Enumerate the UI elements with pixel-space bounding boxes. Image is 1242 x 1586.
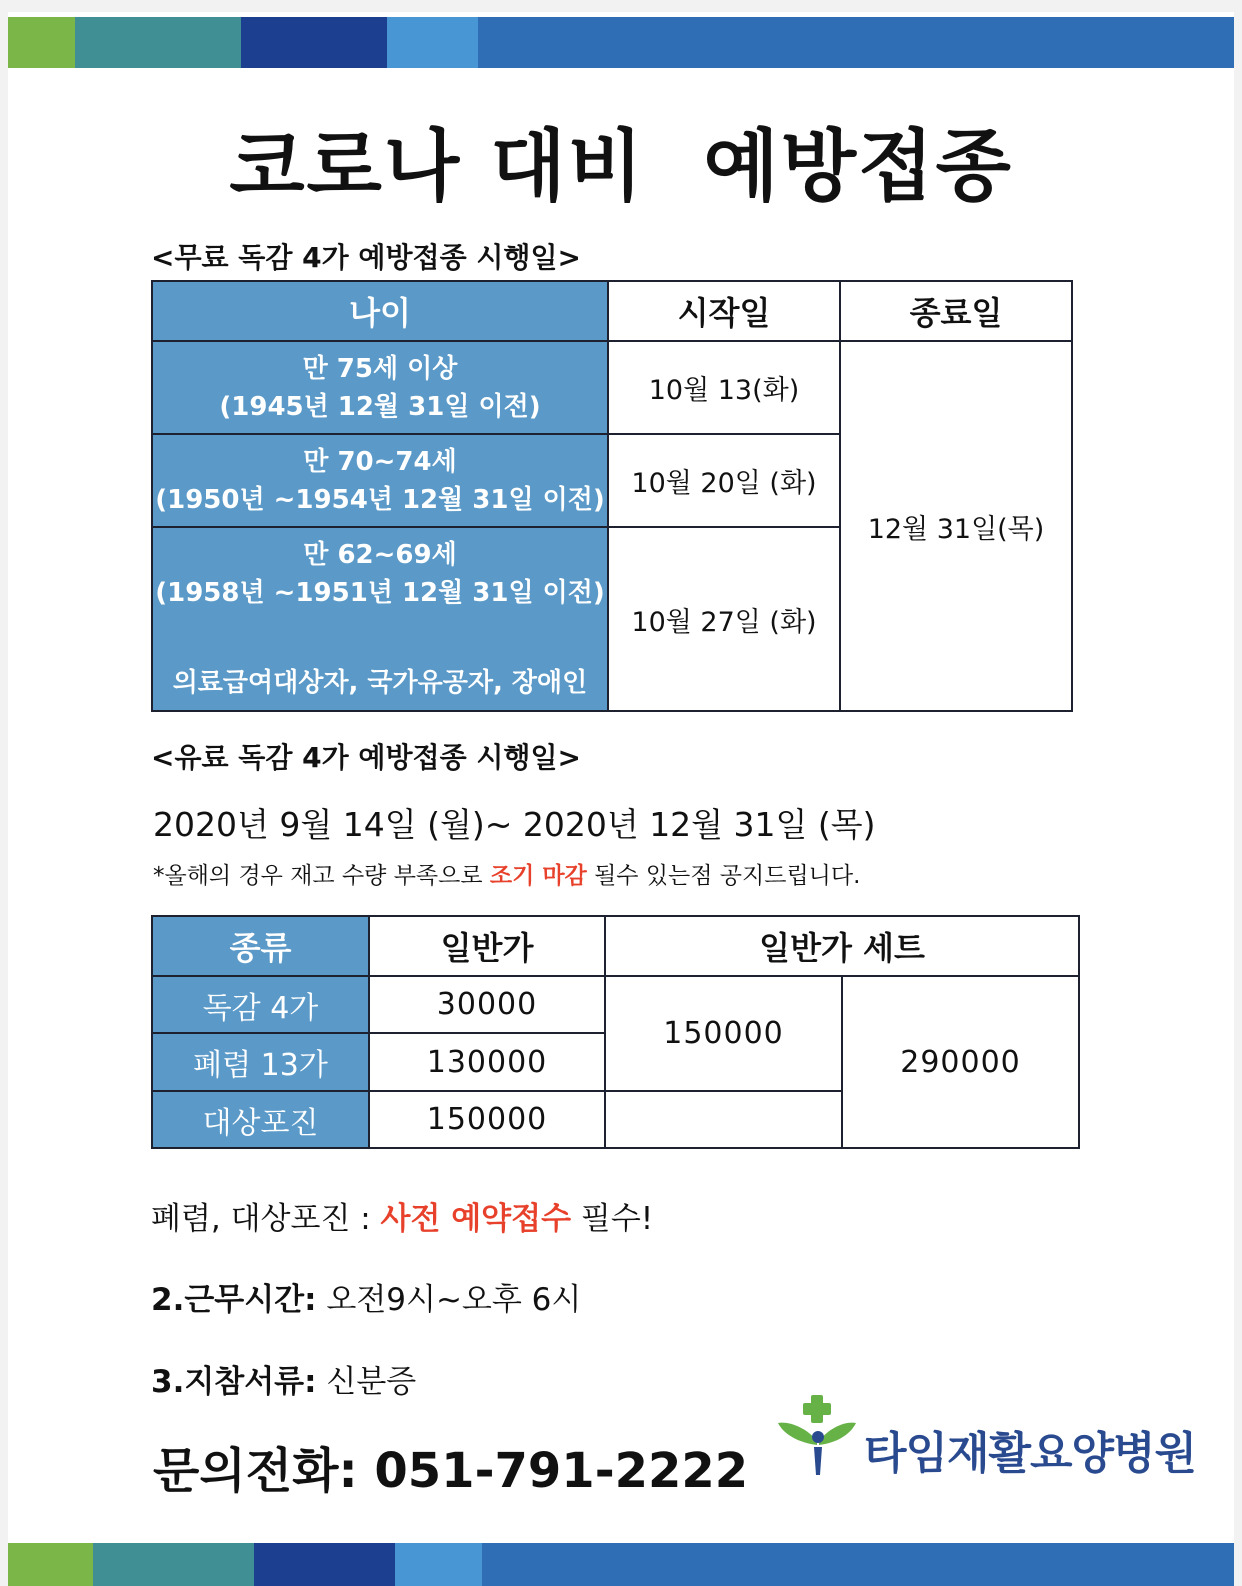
required-documents	[151, 1356, 416, 1401]
stripe-segment	[241, 17, 387, 68]
paid-vaccine-heading: <유료 독감 4가 예방접종 시행일>	[151, 741, 581, 774]
reservation-highlight: 사전 예약접수	[380, 1201, 572, 1237]
notice-highlight: 조기 마감	[489, 863, 587, 889]
stripe-segment	[75, 17, 241, 68]
stripe-segment	[254, 1543, 395, 1586]
column-header-age: 나이	[152, 281, 608, 341]
stripe-segment	[478, 17, 1234, 68]
start-date: 10월 13(화)	[608, 341, 840, 434]
vaccine-kind: 독감 4가	[152, 976, 369, 1033]
column-header-start: 시작일	[608, 281, 840, 341]
vaccine-kind: 대상포진	[152, 1091, 369, 1148]
empty-cell	[605, 1091, 842, 1148]
age-cell	[152, 341, 608, 434]
stripe-segment	[387, 17, 478, 68]
set-price: 150000	[605, 976, 842, 1091]
contact-phone: 문의전화: 051-791-2222	[153, 1443, 749, 1499]
regular-price: 30000	[369, 976, 605, 1033]
paid-vaccine-period: 2020년 9월 14일 (월)~ 2020년 12월 31일 (목)	[153, 805, 876, 844]
reservation-text: 필수!	[571, 1201, 654, 1237]
documents-value: 신분증	[316, 1364, 417, 1400]
hours-label: 2.근무시간:	[151, 1282, 317, 1318]
eligible-groups: 의료급여대상자, 국가유공자, 장애인	[172, 668, 588, 698]
regular-price: 130000	[369, 1033, 605, 1091]
free-vaccine-heading: <무료 독감 4가 예방접종 시행일>	[151, 241, 581, 274]
start-date: 10월 20일 (화)	[608, 434, 840, 527]
stripe-segment	[482, 1543, 1234, 1586]
start-date: 10월 27일 (화)	[608, 527, 840, 711]
stripe-segment	[395, 1543, 482, 1586]
hospital-logo	[776, 1393, 1196, 1483]
reservation-required	[151, 1193, 653, 1238]
age-cell	[152, 527, 608, 711]
end-date: 12월 31일(목)	[840, 341, 1072, 711]
stripe-segment	[8, 1543, 93, 1586]
working-hours	[151, 1274, 581, 1319]
documents-label: 3.지참서류:	[151, 1364, 317, 1400]
vaccine-kind: 폐렴 13가	[152, 1033, 369, 1091]
age-range: 만 62~69세	[303, 540, 457, 570]
column-header-price: 일반가	[369, 916, 605, 976]
column-header-kind: 종류	[152, 916, 369, 976]
reservation-text: 폐렴, 대상포진 :	[151, 1201, 381, 1237]
column-header-set-price: 일반가 세트	[605, 916, 1079, 976]
page-title: 코로나 대비 예방접종	[229, 122, 1013, 212]
stripe-segment	[8, 17, 75, 68]
notice-text: 될수 있는점 공지드립니다.	[586, 863, 861, 889]
age-cell	[152, 434, 608, 527]
notice-text: *올해의 경우 재고 수량 부족으로	[153, 863, 490, 889]
column-header-end: 종료일	[840, 281, 1072, 341]
set-price: 290000	[842, 976, 1079, 1148]
top-color-stripe	[8, 17, 1234, 68]
birth-range: (1950년 ~1954년 12월 31일 이전)	[155, 484, 605, 515]
hours-value: 오전9시~오후 6시	[316, 1282, 582, 1318]
age-range: 만 75세 이상	[302, 353, 458, 384]
age-range: 만 70~74세	[303, 446, 457, 477]
stock-notice	[153, 857, 860, 890]
free-vaccine-table	[151, 280, 1073, 712]
stripe-segment	[93, 1543, 254, 1586]
bottom-color-stripe	[8, 1543, 1234, 1586]
plus-person-leaf-icon	[776, 1393, 866, 1483]
birth-range: (1958년 ~1951년 12월 31일 이전)	[155, 578, 605, 608]
birth-range: (1945년 12월 31일 이전)	[219, 391, 541, 422]
price-table	[151, 915, 1080, 1149]
regular-price: 150000	[369, 1091, 605, 1148]
hospital-name: 타임재활요양병원	[864, 1428, 1197, 1479]
